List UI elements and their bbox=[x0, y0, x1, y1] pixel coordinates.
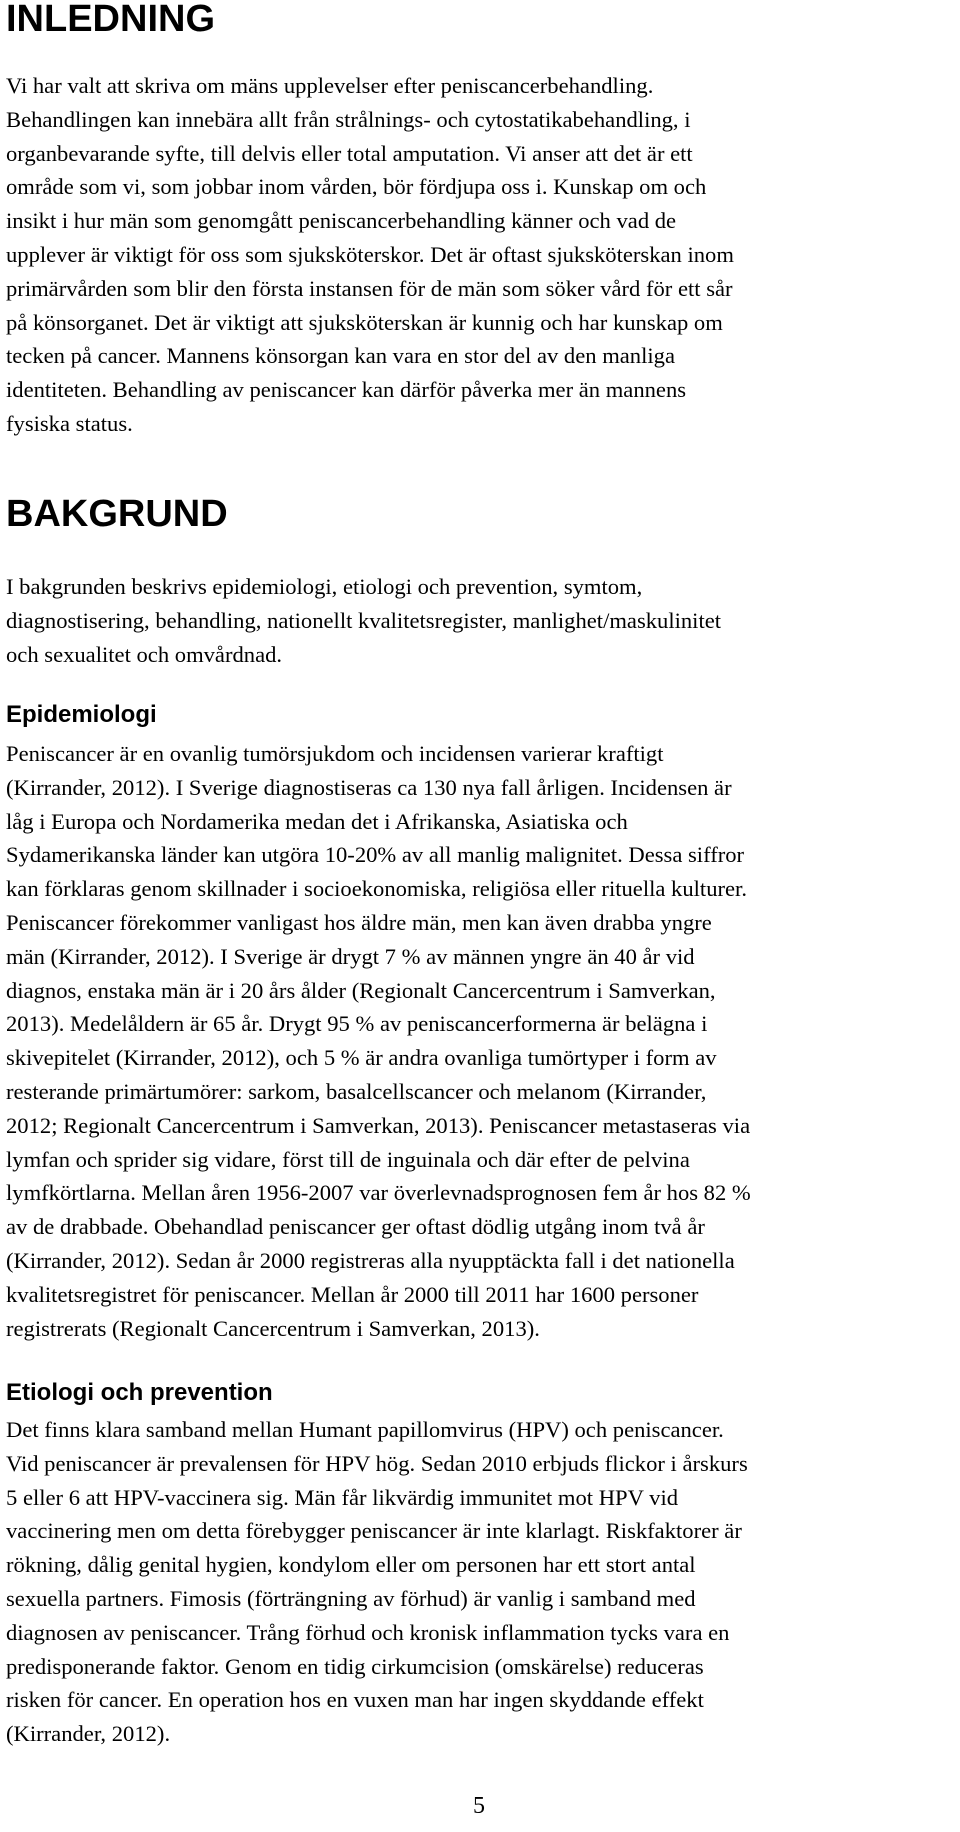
text-line: tecken på cancer. Mannens könsorgan kan vara en stor del av den manliga bbox=[6, 343, 675, 369]
text-line: insikt i hur män som genomgått peniscancerbehandling känner och vad de bbox=[6, 208, 677, 234]
text-line: diagnos, enstaka män är i 20 års ålder (Regionalt Cancercentrum i Samverkan, bbox=[6, 977, 716, 1003]
text-line: Peniscancer förekommer vanligast hos äldre män, men kan även drabba yngre bbox=[6, 909, 712, 935]
text-line: primärvården som blir den första instansen för de män som söker vård för ett sår bbox=[6, 275, 733, 301]
text-line: organbevarande syfte, till delvis eller total amputation. Vi anser att det är ett bbox=[6, 140, 693, 166]
paragraph-bakgrund bbox=[6, 570, 954, 671]
text-line: sexuella partners. Fimosis (förträngning av förhud) är vanlig i samband med bbox=[6, 1585, 696, 1611]
text-line: män (Kirrander, 2012). I Sverige är drygt 7 % av männen yngre än 40 år vid bbox=[6, 943, 695, 969]
text-line: rökning, dålig genital hygien, kondylom eller om personen har ett stort antal bbox=[6, 1552, 696, 1578]
text-line: registrerats (Regionalt Cancercentrum i Samverkan, 2013). bbox=[6, 1315, 540, 1341]
text-line: upplever är viktigt för oss som sjuksköterskor. Det är oftast sjuksköterskan inom bbox=[6, 241, 734, 267]
text-line: predisponerande faktor. Genom en tidig cirkumcision (omskärelse) reduceras bbox=[6, 1653, 704, 1679]
text-line: på könsorganet. Det är viktigt att sjuksköterskan är kunnig och har kunskap om bbox=[6, 309, 723, 335]
text-line: område som vi, som jobbar inom vården, bör fördjupa oss i. Kunskap om och bbox=[6, 174, 707, 200]
page-number: 5 bbox=[473, 1793, 485, 1819]
text-line: I bakgrunden beskrivs epidemiologi, etiologi och prevention, symtom, bbox=[6, 574, 643, 599]
text-line: vaccinering men om detta förebygger peniscancer är inte klarlagt. Riskfaktorer är bbox=[6, 1518, 742, 1544]
text-line: Det finns klara samband mellan Humant papillomvirus (HPV) och peniscancer. bbox=[6, 1417, 724, 1442]
text-line: Peniscancer är en ovanlig tumörsjukdom och incidensen varierar kraftigt bbox=[6, 741, 664, 766]
text-line: 5 eller 6 att HPV-vaccinera sig. Män får likvärdig immunitet mot HPV vid bbox=[6, 1484, 679, 1510]
text-line: Sydamerikanska länder kan utgöra 10-20% av all manlig malignitet. Dessa siffror bbox=[6, 842, 745, 868]
paragraph-epidemiologi bbox=[6, 737, 954, 1345]
text-line: av de drabbade. Obehandlad peniscancer ger oftast dödlig utgång inom två år bbox=[6, 1214, 705, 1240]
heading-bakgrund: BAKGRUND bbox=[6, 493, 228, 535]
text-line: Vi har valt att skriva om mäns upplevelser efter peniscancerbehandling. bbox=[6, 73, 654, 98]
heading-epidemiologi: Epidemiologi bbox=[6, 701, 157, 728]
paragraph-inledning bbox=[6, 69, 954, 441]
text-line: lymfan och sprider sig vidare, först till de inguinala och där efter de pelvina bbox=[6, 1146, 690, 1172]
text-line: kan förklaras genom skillnader i socioekonomiska, religiösa eller rituella kulturer. bbox=[6, 876, 747, 902]
text-line: 2013). Medelåldern är 65 år. Drygt 95 % av peniscancerformerna är belägna i bbox=[6, 1011, 708, 1037]
text-line: Vid peniscancer är prevalensen för HPV hög. Sedan 2010 erbjuds flickor i årskurs bbox=[6, 1450, 748, 1476]
text-line: risken för cancer. En operation hos en vuxen man har ingen skyddande effekt bbox=[6, 1687, 704, 1713]
text-line: diagnosen av peniscancer. Trång förhud och kronisk inflammation tycks vara en bbox=[6, 1619, 730, 1645]
text-line: lymfkörtlarna. Mellan åren 1956-2007 var överlevnadsprognosen fem år hos 82 % bbox=[6, 1180, 751, 1206]
text-line: diagnostisering, behandling, nationellt kvalitetsregister, manlighet/maskulinitet bbox=[6, 607, 722, 633]
text-line: 2012; Regionalt Cancercentrum i Samverkan, 2013). Peniscancer metastaseras via bbox=[6, 1112, 751, 1138]
heading-etiologi-och-prevention: Etiologi och prevention bbox=[6, 1379, 273, 1406]
text-line: låg i Europa och Nordamerika medan det i Afrikanska, Asiatiska och bbox=[6, 808, 628, 834]
text-line: fysiska status. bbox=[6, 410, 133, 436]
text-line: och sexualitet och omvårdnad. bbox=[6, 641, 283, 667]
text-line: identiteten. Behandling av peniscancer kan därför påverka mer än mannens bbox=[6, 377, 687, 403]
text-line: resterande primärtumörer: sarkom, basalcellscancer och melanom (Kirrander, bbox=[6, 1078, 707, 1104]
paragraph-etiologi-och-prevention bbox=[6, 1413, 954, 1751]
text-line: (Kirrander, 2012). bbox=[6, 1721, 171, 1747]
text-line: (Kirrander, 2012). I Sverige diagnostiseras ca 130 nya fall årligen. Incidensen är bbox=[6, 774, 732, 800]
text-line: kvalitetsregistret för peniscancer. Mellan år 2000 till 2011 har 1600 personer bbox=[6, 1281, 699, 1307]
text-line: skivepitelet (Kirrander, 2012), och 5 % är andra ovanliga tumörtyper i form av bbox=[6, 1045, 717, 1071]
text-line: Behandlingen kan innebära allt från strålnings- och cytostatikabehandling, i bbox=[6, 106, 691, 132]
heading-inledning: INLEDNING bbox=[6, 0, 215, 40]
text-line: (Kirrander, 2012). Sedan år 2000 registreras alla nyupptäckta fall i det nationella bbox=[6, 1247, 735, 1273]
